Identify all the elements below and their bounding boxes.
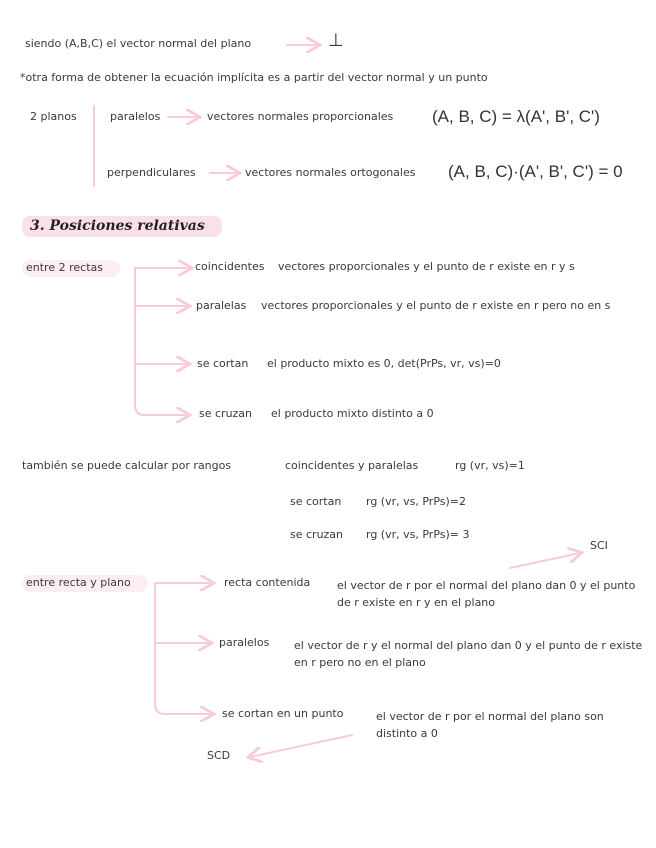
rank-row-skew-value: rg (vr, vs, PrPs)= 3 (366, 528, 470, 541)
rank-row-coincident-value: rg (vr, vs)=1 (455, 459, 525, 472)
planes-perpendicular-label: perpendiculares (107, 166, 196, 179)
planes-perpendicular-desc: vectores normales ortogonales (245, 166, 416, 179)
line-plane-parallel-label: paralelos (219, 636, 270, 649)
rank-row-skew-label: se cruzan (290, 528, 344, 541)
lines-intersect-label: se cortan (197, 357, 249, 370)
perpendicular-symbol-icon: ⊥ (328, 30, 344, 51)
two-lines-label: entre 2 rectas (26, 261, 103, 274)
rank-row-coincident-label: coincidentes y paralelas (285, 459, 419, 472)
lines-parallel-desc: vectores proporcionales y el punto de r existe en r pero no en s (261, 299, 611, 312)
lines-intersect-desc: el producto mixto es 0, det(PrPs, vr, vs)=0 (267, 357, 501, 370)
planes-parallel-formula: (A, B, C) = λ(A', B', C') (432, 107, 600, 126)
planes-perpendicular-formula: (A, B, C)·(A', B', C') = 0 (448, 162, 623, 181)
lines-skew-desc: el producto mixto distinto a 0 (271, 407, 434, 420)
lines-skew-label: se cruzan (199, 407, 253, 420)
rank-row-intersect-value: rg (vr, vs, PrPs)=2 (366, 495, 466, 508)
line-plane-label: entre recta y plano (26, 576, 131, 589)
line-contained-desc: el vector de r por el normal del plano dan 0 y el punto de r existe en r y en el plano (337, 579, 636, 609)
line-plane-intersect-desc: el vector de r por el normal del plano son distinto a 0 (376, 710, 604, 740)
implicit-equation-note: *otra forma de obtener la ecuación implícita es a partir del vector normal y un punto (20, 71, 488, 84)
line-plane-parallel-desc: el vector de r y el normal del plano dan 0 y el punto de r existe en r pero no en el plano (294, 639, 643, 669)
rank-row-intersect-label: se cortan (290, 495, 342, 508)
lines-parallel-label: paralelas (196, 299, 247, 312)
planes-parallel-label: paralelos (110, 110, 161, 123)
lines-coincident-label: coincidentes (195, 260, 265, 273)
ranks-label: también se puede calcular por rangos (22, 459, 232, 472)
two-planes-label: 2 planos (30, 110, 77, 123)
line-plane-intersect-label: se cortan en un punto (222, 707, 344, 720)
section-title: 3. Posiciones relativas (30, 218, 205, 234)
planes-parallel-desc: vectores normales proporcionales (207, 110, 394, 123)
normal-vector-statement: siendo (A,B,C) el vector normal del plano (25, 37, 252, 50)
line-contained-label: recta contenida (224, 576, 311, 589)
scd-label: SCD (207, 749, 231, 762)
lines-coincident-desc: vectores proporcionales y el punto de r existe en r y s (278, 260, 575, 273)
sci-label: SCI (590, 539, 608, 552)
